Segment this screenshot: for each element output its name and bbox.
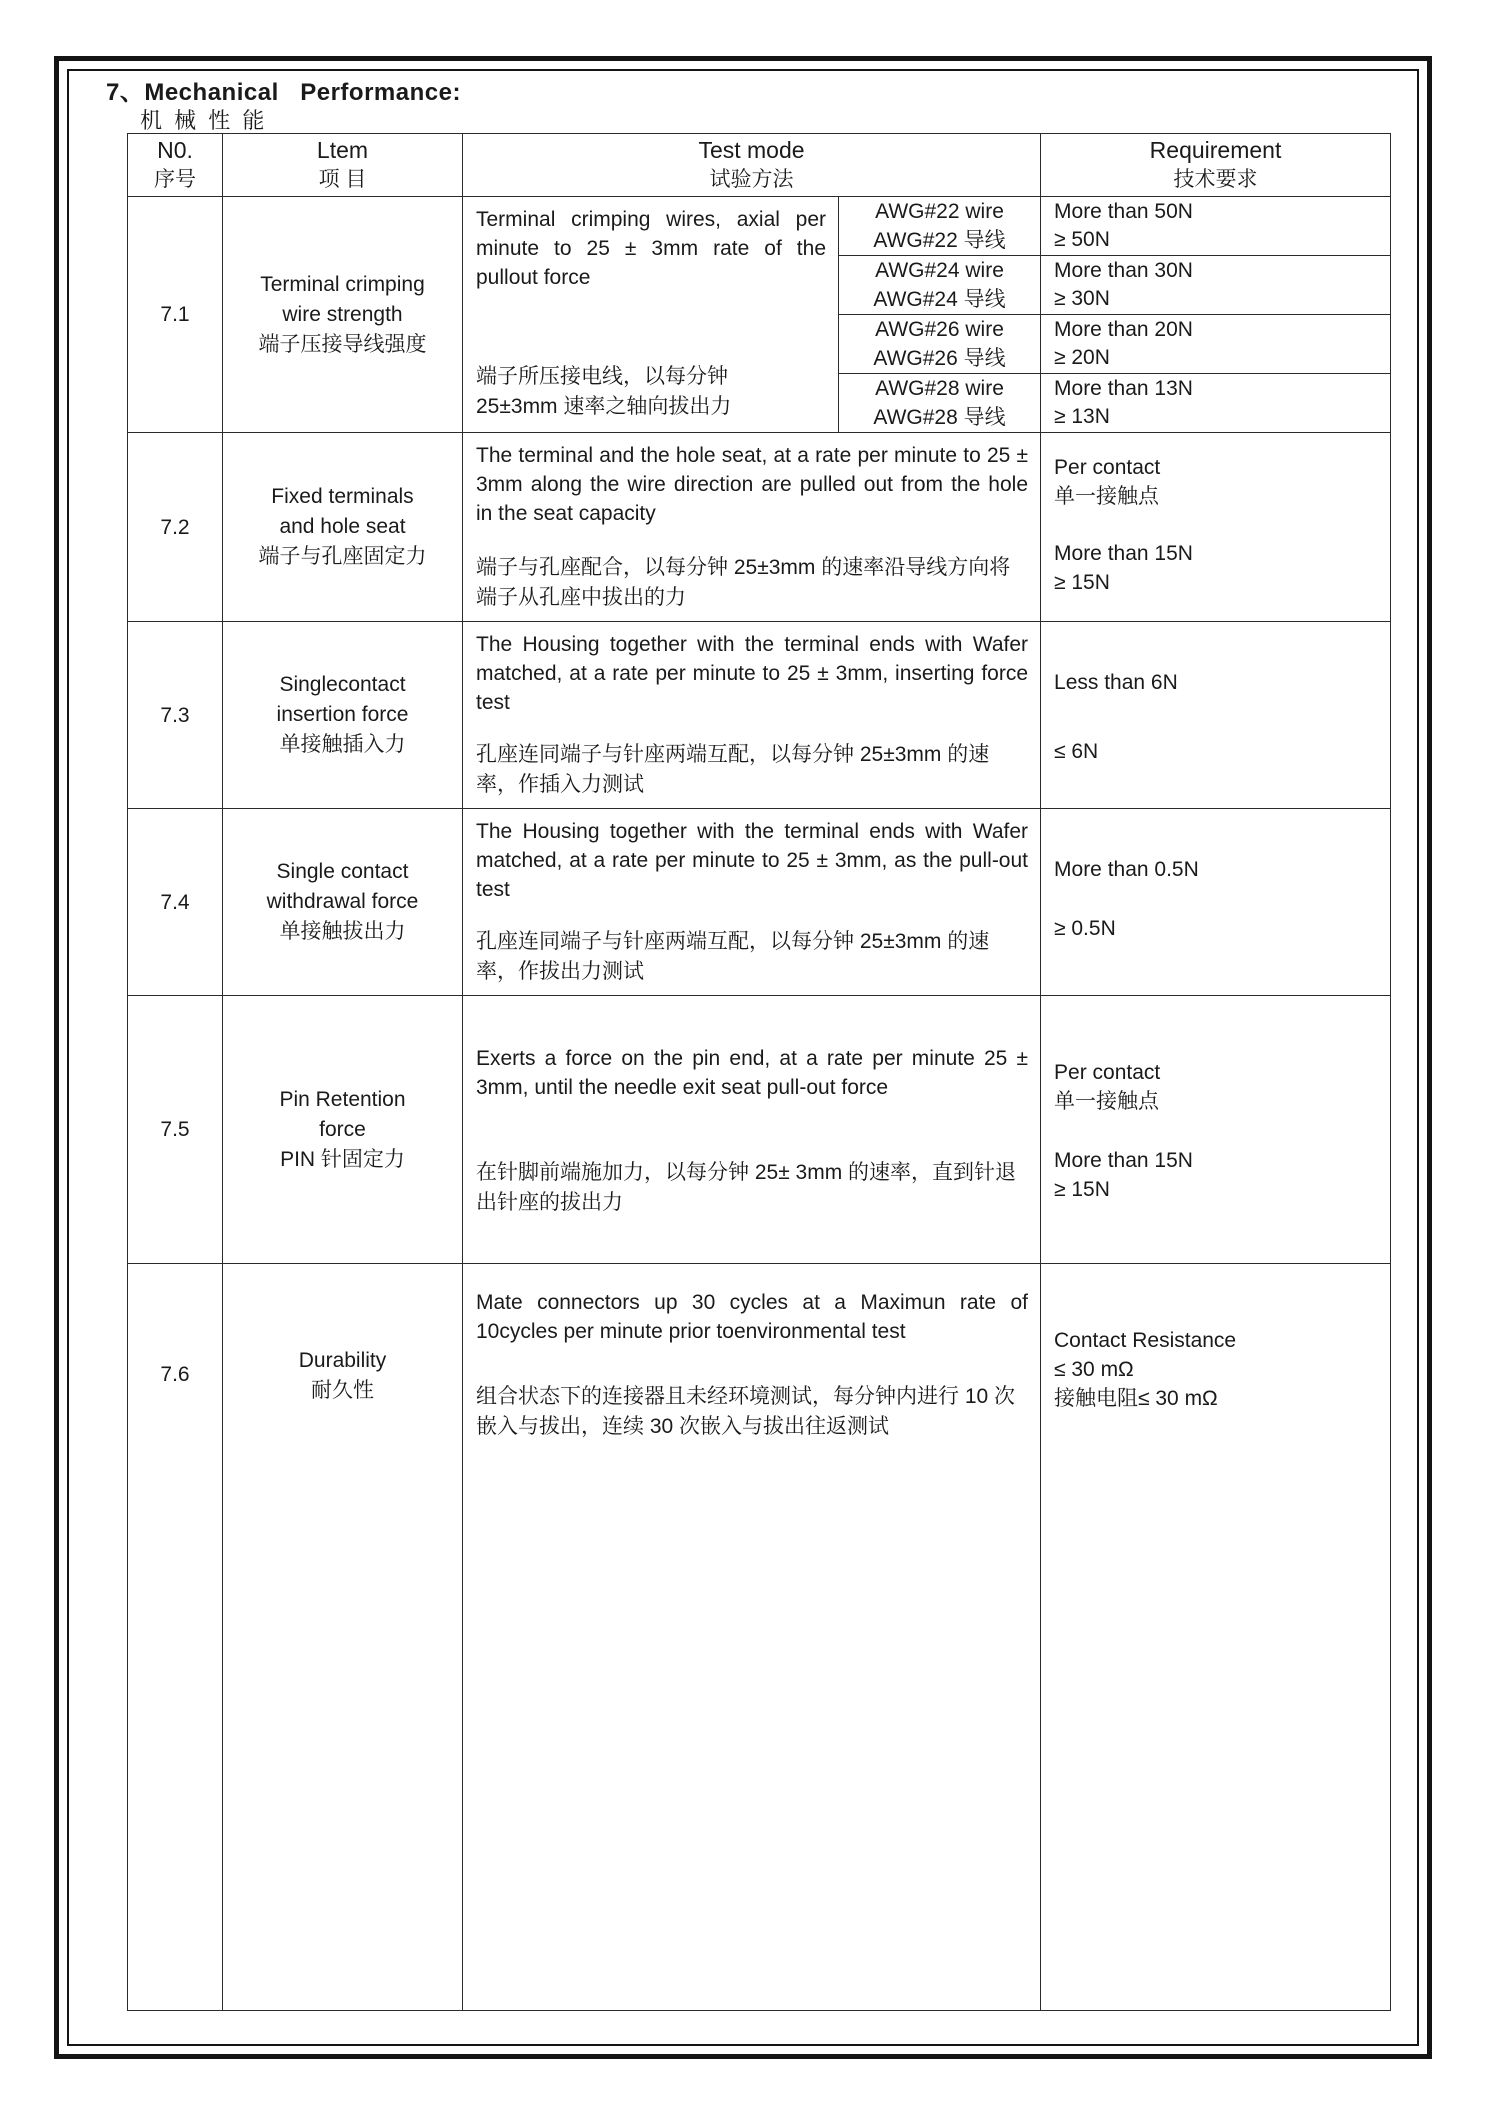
row-7-1-awg-22	[128, 197, 1391, 256]
row-7-2	[128, 433, 1391, 622]
item-line: withdrawal force	[266, 890, 419, 913]
row-7-4-item	[223, 809, 463, 996]
test-description-en: Terminal crimping wires, axial per minute to 25 ± 3mm rate of the pullout force	[476, 208, 826, 289]
awg-26-wire-cell	[839, 315, 1041, 374]
header-test-en: Test mode	[698, 137, 805, 163]
header-req-en: Requirement	[1149, 137, 1282, 163]
item-line-zh: 耐久性	[311, 1379, 374, 1402]
item-line: Singlecontact	[279, 673, 406, 696]
requirement-value: ≥ 50N	[1054, 228, 1110, 251]
row-7-5-no: 7.5	[128, 996, 223, 1264]
test-description-zh: 组合状态下的连接器且未经环境测试，每分钟内进行 10 次嵌入与拔出，连续 30 次嵌入与拔出往返测试	[476, 1385, 1016, 1438]
row-7-2-no: 7.2	[128, 433, 223, 622]
mechanical-performance-table	[127, 133, 1391, 2011]
item-line: force	[319, 1117, 366, 1141]
row-7-3-test-mode	[463, 622, 1041, 809]
row-7-2-requirement	[1041, 433, 1391, 622]
item-line-zh: 端子压接导线强度	[258, 332, 427, 356]
row-7-4	[128, 809, 1391, 996]
header-cell-test-mode	[463, 134, 1041, 197]
row-7-6-item	[223, 1264, 463, 2011]
item-line: Pin Retention	[279, 1087, 406, 1111]
test-description-en: Mate connectors up 30 cycles at a Maximun rate of 10cycles per minute prior toenvironmental test	[476, 1291, 1029, 1343]
item-line: Terminal crimping	[260, 272, 425, 296]
item-line-zh: PIN 针固定力	[280, 1147, 405, 1171]
awg-24-wire-cell	[839, 256, 1041, 315]
row-7-6	[128, 1264, 1391, 2011]
item-line: and hole seat	[279, 515, 406, 538]
test-description-zh	[476, 362, 826, 422]
requirement-group	[1054, 1058, 1382, 1116]
requirement-group	[1054, 453, 1382, 511]
awg-wire-en: AWG#26 wire	[875, 318, 1004, 341]
requirement-value: ≥ 30N	[1054, 287, 1110, 310]
awg-24-requirement-cell	[1041, 256, 1391, 315]
header-cell-item	[223, 134, 463, 197]
awg-28-wire-cell	[839, 374, 1041, 433]
row-7-3-no: 7.3	[128, 622, 223, 809]
section-title: 7、Mechanical Performance:	[106, 79, 461, 106]
header-item-en: Ltem	[316, 137, 369, 163]
requirement-line: More than 15N	[1054, 542, 1193, 565]
awg-wire-en: AWG#24 wire	[875, 259, 1004, 282]
item-line: Single contact	[276, 860, 409, 883]
awg-22-wire-cell	[839, 197, 1041, 256]
row-7-1-no: 7.1	[128, 197, 223, 433]
item-line: Durability	[298, 1349, 387, 1372]
item-line: Fixed terminals	[271, 485, 414, 508]
test-description-en: Exerts a force on the pin end, at a rate per minute 25 ± 3mm, until the needle exit seat pull-out force	[476, 1047, 1029, 1099]
requirement-line: ≥ 0.5N	[1054, 917, 1116, 940]
row-7-5-requirement	[1041, 996, 1391, 1264]
row-7-3-item	[223, 622, 463, 809]
test-description-zh: 孔座连同端子与针座两端互配，以每分钟 25±3mm 的速率，作拔出力测试	[476, 930, 990, 983]
row-7-5-test-mode	[463, 996, 1041, 1264]
row-7-1-item	[223, 197, 463, 433]
table-header-row	[128, 134, 1391, 197]
requirement-line: Per contact	[1054, 456, 1161, 479]
awg-22-requirement-cell	[1041, 197, 1391, 256]
requirement-line: 单一接触点	[1054, 485, 1160, 508]
row-7-6-no: 7.6	[128, 1264, 223, 2011]
row-7-6-requirement	[1041, 1264, 1391, 2011]
requirement-line: More than 0.5N	[1054, 858, 1199, 881]
requirement-value: ≥ 20N	[1054, 346, 1110, 369]
awg-wire-zh: AWG#28 导线	[873, 406, 1006, 429]
item-line-zh: 单接触拔出力	[279, 920, 406, 943]
row-7-3-requirement	[1041, 622, 1391, 809]
requirement-group	[1054, 539, 1382, 597]
row-7-1-test-mode	[463, 197, 839, 433]
row-7-4-requirement	[1041, 809, 1391, 996]
row-7-4-test-mode	[463, 809, 1041, 996]
requirement-line: ≥ 15N	[1054, 1178, 1110, 1201]
awg-wire-en: AWG#28 wire	[875, 377, 1004, 400]
test-description-zh: 端子与孔座配合，以每分钟 25±3mm 的速率沿导线方向将端子从孔座中拔出的力	[476, 556, 1011, 609]
requirement-line: 接触电阻≤ 30 mΩ	[1054, 1387, 1218, 1410]
awg-26-requirement-cell	[1041, 315, 1391, 374]
test-description-en: The Housing together with the terminal ends with Wafer matched, at a rate per minute to 25 ± 3mm, inserting force test	[476, 633, 1029, 714]
section-subtitle: 机 械 性 能	[140, 108, 268, 133]
requirement-group	[1054, 1146, 1382, 1204]
requirement-line: ≤ 6N	[1054, 740, 1099, 763]
awg-28-requirement-cell	[1041, 374, 1391, 433]
test-description-zh: 孔座连同端子与针座两端互配，以每分钟 25±3mm 的速率，作插入力测试	[476, 743, 990, 796]
requirement-line: Less than 6N	[1054, 671, 1178, 694]
row-7-2-test-mode	[463, 433, 1041, 622]
header-no-en: N0.	[157, 137, 193, 163]
requirement-line: More than 15N	[1054, 1149, 1193, 1172]
item-line: insertion force	[276, 703, 409, 726]
requirement-en: More than 20N	[1054, 318, 1193, 341]
requirement-en: More than 30N	[1054, 259, 1193, 282]
row-7-4-no: 7.4	[128, 809, 223, 996]
row-7-6-test-mode	[463, 1264, 1041, 2011]
row-7-2-item	[223, 433, 463, 622]
row-7-5	[128, 996, 1391, 1264]
requirement-line: Per contact	[1054, 1061, 1161, 1084]
requirement-line: 单一接触点	[1054, 1090, 1160, 1113]
header-test-zh: 试验方法	[709, 168, 794, 191]
header-cell-requirement	[1041, 134, 1391, 197]
item-line: wire strength	[282, 302, 403, 326]
requirement-line: ≥ 15N	[1054, 571, 1110, 594]
row-7-5-item	[223, 996, 463, 1264]
header-item-zh: 项 目	[318, 168, 367, 191]
requirement-line: ≤ 30 mΩ	[1054, 1358, 1134, 1381]
test-description-en: The Housing together with the terminal ends with Wafer matched, at a rate per minute to 25 ± 3mm, as the pull-out test	[476, 820, 1029, 901]
item-line-zh: 端子与孔座固定力	[258, 545, 427, 568]
awg-wire-en: AWG#22 wire	[875, 200, 1004, 223]
awg-wire-zh: AWG#24 导线	[873, 288, 1006, 311]
test-zh-line: 25±3mm 速率之轴向拔出力	[476, 395, 732, 418]
test-description-zh: 在针脚前端施加力，以每分钟 25± 3mm 的速率，直到针退出针座的拔出力	[476, 1161, 1017, 1214]
header-req-zh: 技术要求	[1173, 168, 1258, 191]
awg-wire-zh: AWG#26 导线	[873, 347, 1006, 370]
header-cell-no	[128, 134, 223, 197]
test-description-en: The terminal and the hole seat, at a rate per minute to 25 ± 3mm along the wire direction are pulled out from the hole in the seat capacity	[476, 444, 1029, 525]
item-line-zh: 单接触插入力	[279, 733, 406, 756]
row-7-3	[128, 622, 1391, 809]
requirement-en: More than 50N	[1054, 200, 1193, 223]
requirement-en: More than 13N	[1054, 377, 1193, 400]
test-zh-line: 端子所压接电线，以每分钟	[476, 365, 728, 388]
requirement-value: ≥ 13N	[1054, 405, 1110, 428]
requirement-line: Contact Resistance	[1054, 1329, 1237, 1352]
header-no-zh: 序号	[154, 168, 196, 191]
awg-wire-zh: AWG#22 导线	[873, 229, 1006, 252]
